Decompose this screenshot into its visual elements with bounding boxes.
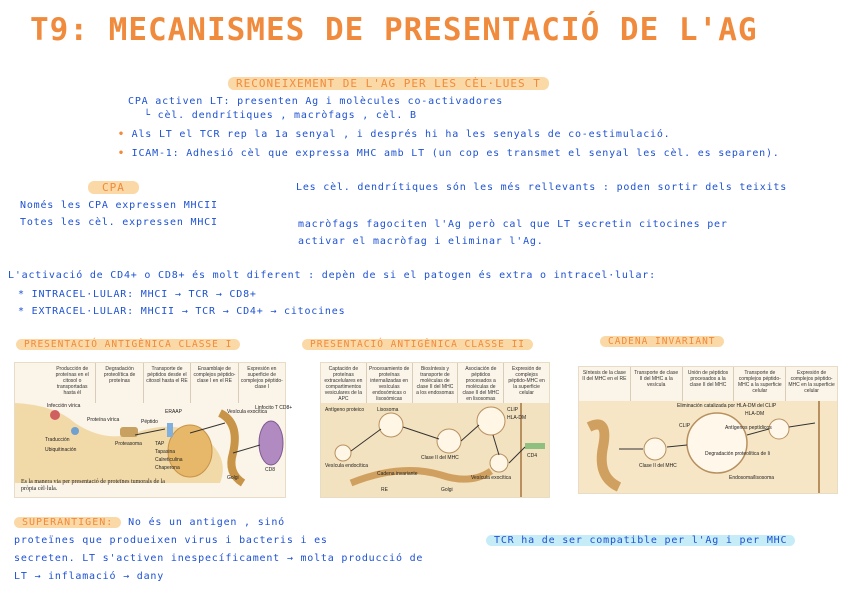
cpa-right-1: Les cèl. dendrítiques són les més rellevants : poden sortir dels teixits	[296, 182, 788, 193]
cpa-line-1: Només les CPA expressen MHCII	[20, 200, 218, 211]
endocytic-vesicle-shape	[335, 445, 351, 461]
label-tapasina: Tapasina	[155, 449, 176, 455]
classe2-illustration	[321, 363, 549, 497]
label-eraap: ERAAP	[165, 409, 182, 415]
label-cd8-cell: Linfocito T CD8+	[255, 405, 293, 411]
superantigen-line-3: secreten. LT s'activen inespecíficament → molta producció de	[14, 553, 424, 564]
cpa-line-2: Totes les cèl. expressen MHCI	[20, 217, 218, 228]
label-eliminacio-clip: Eliminación catalizada por HLA-DM del CLIP	[677, 403, 777, 409]
cadena-col-2: Unión de péptidos procesados a la clase II del MHC	[683, 367, 735, 401]
classe1-col-3: Ensamblaje de complejos péptido-clase I en el RE	[191, 363, 238, 403]
classe1-col-0: Producción de proteínas en el citosol o transportadas hasta él	[49, 363, 96, 403]
classe1-caption: Es la manera via per presentació de proteïnes tumorals de la pròpia cèl·lula.	[21, 479, 165, 492]
recon-bullet-2	[118, 148, 780, 159]
cpa-line: CPA activen LT: presenten Ag i molècules co-activadores	[128, 96, 504, 107]
label-antigen: Antígeno proteico	[325, 407, 365, 413]
cd4-icon	[525, 443, 545, 449]
cadena-col-3: Transporte de complejos péptido-MHC a la superficie celular	[734, 367, 786, 401]
classe1-col-1: Degradación proteolítica de proteínas	[96, 363, 143, 403]
bullet-dot: •	[118, 129, 125, 140]
protein-icon	[71, 427, 79, 435]
label-traduccio: Traducción	[45, 437, 70, 443]
classe1-col-4: Expresión en superficie de complejos péptido-clase I	[240, 366, 283, 390]
cpa-heading	[88, 181, 139, 194]
label-cadena-invariante: Cadena invariante	[377, 471, 418, 477]
classe2-col-1: Procesamiento de proteínas internalizadas en vesículas endosómicas o lisosómicas	[367, 363, 413, 403]
classe1-illustration	[15, 363, 285, 497]
label-calreticulina: Calreticulina	[155, 457, 183, 463]
tcr-note-text: TCR ha de ser compatible per l'Ag i per MHC	[486, 535, 795, 546]
superantigen-line-2: proteïnes que produeixen virus i bacteris i es	[14, 535, 328, 546]
classe2-col-3: Asociación de péptidos procesados a moléculas de clase II del MHC en lisosomas	[458, 363, 504, 403]
mhc-vesicle-shape	[644, 438, 666, 460]
recon-bullet-1	[118, 129, 670, 140]
classe2-col-2: Biosíntesis y transporte de moléculas de clase II del MHC a los endosomas	[413, 363, 459, 403]
activation-intra: * INTRACEL·LULAR: MHCI → TCR → CD8+	[18, 289, 257, 300]
label-golgi: Golgi	[227, 475, 239, 481]
classe2-diagram	[320, 362, 550, 498]
cadena-heading-text: CADENA INVARIANT	[600, 336, 724, 347]
cpa-right-2: macròfags fagociten l'Ag però cal que LT secretin citocines per	[298, 219, 728, 230]
label-cd8: CD8	[265, 467, 276, 473]
lysosome-shape	[379, 413, 403, 437]
label-clip: CLIP	[507, 407, 519, 413]
virus-icon	[50, 410, 60, 420]
clip-vesicle-shape	[477, 407, 505, 435]
cpa-right-3: activar el macròfag i eliminar l'Ag.	[298, 236, 544, 247]
tap-icon	[167, 423, 173, 437]
label-clase-ii: Clase II del MHC	[639, 463, 677, 469]
proteasome-icon	[120, 427, 138, 437]
classe2-heading-text: PRESENTACIÓ ANTIGÈNICA CLASSE II	[302, 339, 533, 350]
cadena-illustration	[579, 367, 837, 493]
classe1-col-2: Transporte de péptidos desde el citosol hasta el RE	[144, 363, 191, 403]
label-vesicula-exocitica: Vesícula exocítica	[471, 475, 512, 481]
classe1-heading	[16, 339, 240, 350]
label-golgi: Golgi	[441, 487, 453, 493]
exocytic-vesicle-shape	[490, 454, 508, 472]
label-hla-dm: HLA-DM	[745, 411, 765, 417]
superantigen-text-1: No és un antigen , sinó	[128, 517, 285, 528]
transport-vesicle-shape	[769, 419, 789, 439]
bullet-dot: •	[118, 148, 125, 159]
label-degradacio: Degradación proteolítica de Ii	[705, 451, 771, 457]
cadena-col-4: Expresión de complejos péptido-MHC en la superficie celular	[788, 370, 835, 394]
label-proteasoma: Proteasoma	[115, 441, 142, 447]
activation-extra: * EXTRACEL·LULAR: MHCII → TCR → CD4+ → citocines	[18, 306, 346, 317]
label-proteina: Proteína vírica	[87, 417, 120, 423]
label-chaperona: Chaperona	[155, 465, 180, 471]
superantigen-label: SUPERANTIGEN:	[14, 517, 121, 528]
recon-heading	[228, 77, 549, 90]
label-antigens: Antígenos peptídicos	[725, 425, 772, 431]
label-ubiquitinacio: Ubiquitinación	[45, 447, 77, 453]
cadena-heading	[600, 336, 724, 347]
page-title: T9: MECANISMES DE PRESENTACIÓ DE L'AG	[30, 12, 758, 48]
classe1-diagram	[14, 362, 293, 498]
cadena-col-1: Transporte de clase II del MHC a la vesícula	[631, 367, 683, 401]
label-hla-dm: HLA-DM	[507, 415, 527, 421]
endosome-shape	[687, 413, 747, 473]
cpa-sub: └ cèl. dendrítiques , macròfags , cèl. B	[144, 110, 417, 121]
label-peptid: Péptido	[141, 419, 158, 425]
mhc-vesicle-shape	[437, 429, 461, 453]
label-re: RE	[381, 487, 388, 493]
cd8-cell-shape	[259, 421, 283, 465]
bullet-1-text: Als LT el TCR rep la 1a senyal , i després hi ha les senyals de co-estimulació.	[131, 129, 671, 140]
label-infeccio: Infección vírica	[47, 403, 81, 409]
cadena-col-0: Síntesis de la clase II del MHC en el RE	[579, 367, 631, 401]
label-vesicula: Vesícula exocítica	[227, 409, 268, 415]
cpa-heading-text: CPA	[88, 181, 139, 194]
superantigen-line-4: LT → inflamació → dany	[14, 571, 165, 582]
label-tap: TAP	[155, 441, 165, 447]
superantigen-line-1	[14, 517, 285, 528]
label-clip: CLIP	[679, 423, 691, 429]
classe2-heading	[302, 339, 533, 350]
label-lisosoma: Lisosoma	[377, 407, 399, 413]
cadena-diagram	[578, 366, 838, 494]
activation-intro: L'activació de CD4+ o CD8+ és molt diferent : depèn de si el patogen és extra o intracel·lular:	[8, 270, 656, 281]
tcr-note	[486, 535, 795, 546]
label-vesicula-endocitica: Vesícula endocítica	[325, 463, 369, 469]
classe2-col-4: Expresión de complejos péptido-MHC en la superficie celular	[508, 366, 545, 396]
classe2-col-0: Captación de proteínas extracelulares en compartimentos vesiculares de la APC	[321, 363, 367, 403]
bullet-2-text: ICAM-1: Adhesió cèl que expressa MHC amb LT (un cop es transmet el senyal les cèl. es separen).	[131, 148, 780, 159]
label-cd4: CD4	[527, 453, 538, 459]
recon-heading-text: RECONEIXEMENT DE L'AG PER LES CÈL·LUES T	[228, 77, 549, 90]
label-clase-ii: Clase II del MHC	[421, 455, 459, 461]
label-endosoma: Endosoma/lisosoma	[729, 475, 775, 481]
classe1-heading-text: PRESENTACIÓ ANTIGÈNICA CLASSE I	[16, 339, 240, 350]
